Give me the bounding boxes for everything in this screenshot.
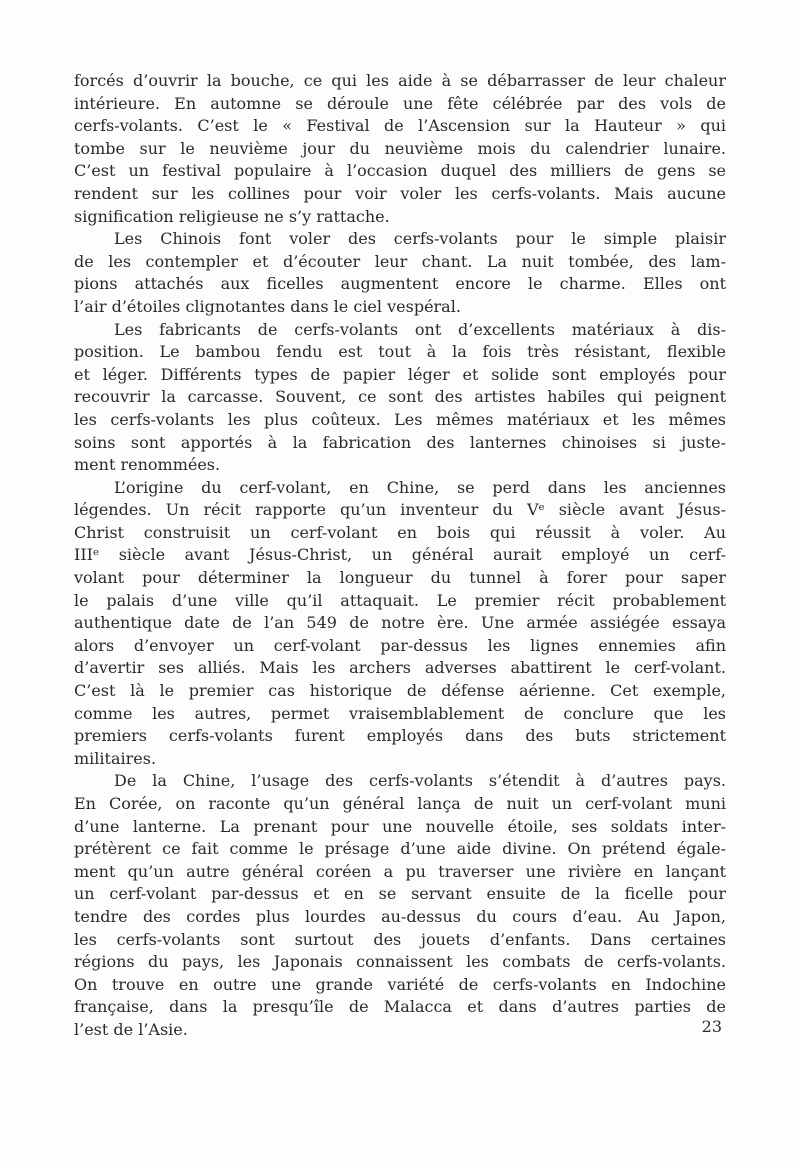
paragraph	[74, 228, 726, 318]
text-line: et léger. Différents types de papier léger et solide sont employés pour	[74, 364, 726, 384]
text-line: régions du pays, les Japonais connaissent les combats de cerfs-volants.	[74, 952, 726, 972]
paragraph	[74, 319, 726, 477]
text-line: IIIᵉ siècle avant Jésus-Christ, un général aurait employé un cerf-	[74, 545, 726, 565]
text-line: d’avertir ses alliés. Mais les archers adverses abattirent le cerf-volant.	[74, 658, 726, 678]
text-line: alors d’envoyer un cerf-volant par-dessus les lignes ennemies afin	[74, 635, 726, 655]
text-line: cerfs-volants. C’est le « Festival de l’Ascension sur la Hauteur » qui	[74, 116, 726, 136]
paragraph	[74, 770, 726, 1041]
text-line: C’est là le premier cas historique de défense aérienne. Cet exemple,	[74, 681, 726, 701]
text-line: L’origine du cerf-volant, en Chine, se perd dans les anciennes	[114, 477, 726, 497]
text-line: de les contempler et d’écouter leur chant. La nuit tombée, des lam-	[74, 251, 726, 271]
text-line: En Corée, on raconte qu’un général lança de nuit un cerf-volant muni	[74, 794, 726, 813]
text-line: volant pour déterminer la longueur du tunnel à forer pour saper	[74, 568, 726, 588]
body-text	[74, 70, 726, 1042]
text-line: le palais d’une ville qu’il attaquait. Le premier récit probablement	[74, 590, 726, 610]
text-line: française, dans la presqu’île de Malacca et dans d’autres parties de	[74, 997, 726, 1017]
text-line: prétèrent ce fait comme le présage d’une aide divine. On prétend égale-	[74, 839, 726, 859]
text-line: ment renommées.	[74, 455, 221, 475]
text-line: tendre des cordes plus lourdes au-dessus du cours d’eau. Au Japon,	[74, 906, 726, 926]
text-line: ment qu’un autre général coréen a pu traverser une rivière en lançant	[74, 861, 726, 881]
text-line: légendes. Un récit rapporte qu’un inventeur du Vᵉ siècle avant Jésus-	[74, 500, 726, 520]
text-line: d’une lanterne. La prenant pour une nouvelle étoile, ses soldats inter-	[74, 816, 726, 836]
text-line: l’air d’étoiles clignotantes dans le ciel vespéral.	[74, 296, 461, 316]
text-line: Les Chinois font voler des cerfs-volants pour le simple plaisir	[114, 229, 726, 249]
text-line: pions attachés aux ficelles augmentent encore le charme. Elles ont	[74, 274, 726, 294]
text-line: soins sont apportés à la fabrication des lanternes chinoises si juste-	[74, 432, 726, 452]
text-line: signification religieuse ne s’y rattache.	[74, 206, 390, 226]
text-line: Christ construisit un cerf-volant en bois qui réussit à voler. Au	[74, 522, 726, 542]
text-line: militaires.	[74, 748, 157, 768]
text-line: C’est un festival populaire à l’occasion duquel des milliers de gens se	[74, 161, 726, 181]
text-line: un cerf-volant par-dessus et en se servant ensuite de la ficelle pour	[74, 884, 726, 904]
text-line: l’est de l’Asie.	[74, 1019, 188, 1039]
text-line: De la Chine, l’usage des cerfs-volants s’étendit à d’autres pays.	[114, 771, 726, 791]
text-line: premiers cerfs-volants furent employés dans des buts strictement	[74, 726, 726, 746]
text-line: tombe sur le neuvième jour du neuvième mois du calendrier lunaire.	[74, 138, 726, 158]
text-line: position. Le bambou fendu est tout à la fois très résistant, flexible	[74, 342, 726, 362]
paragraph	[74, 477, 726, 771]
text-line: intérieure. En automne se déroule une fête célébrée par des vols de	[74, 93, 726, 113]
page-number: 23	[701, 1017, 722, 1036]
text-line: On trouve en outre une grande variété de cerfs-volants en Indochine	[74, 974, 726, 994]
text-line: comme les autres, permet vraisemblablement de conclure que les	[74, 703, 726, 723]
text-line: rendent sur les collines pour voir voler les cerfs-volants. Mais aucune	[74, 183, 726, 203]
text-line: les cerfs-volants les plus coûteux. Les mêmes matériaux et les mêmes	[74, 409, 726, 429]
text-line: authentique date de l’an 549 de notre ère. Une armée assiégée essaya	[74, 613, 726, 633]
text-line: les cerfs-volants sont surtout des jouets d’enfants. Dans certaines	[74, 929, 726, 949]
paragraph	[74, 70, 726, 228]
text-line: recouvrir la carcasse. Souvent, ce sont des artistes habiles qui peignent	[74, 387, 726, 407]
text-line: forcés d’ouvrir la bouche, ce qui les aide à se débarrasser de leur chaleur	[74, 71, 726, 90]
text-line: Les fabricants de cerfs-volants ont d’excellents matériaux à dis-	[114, 319, 726, 339]
